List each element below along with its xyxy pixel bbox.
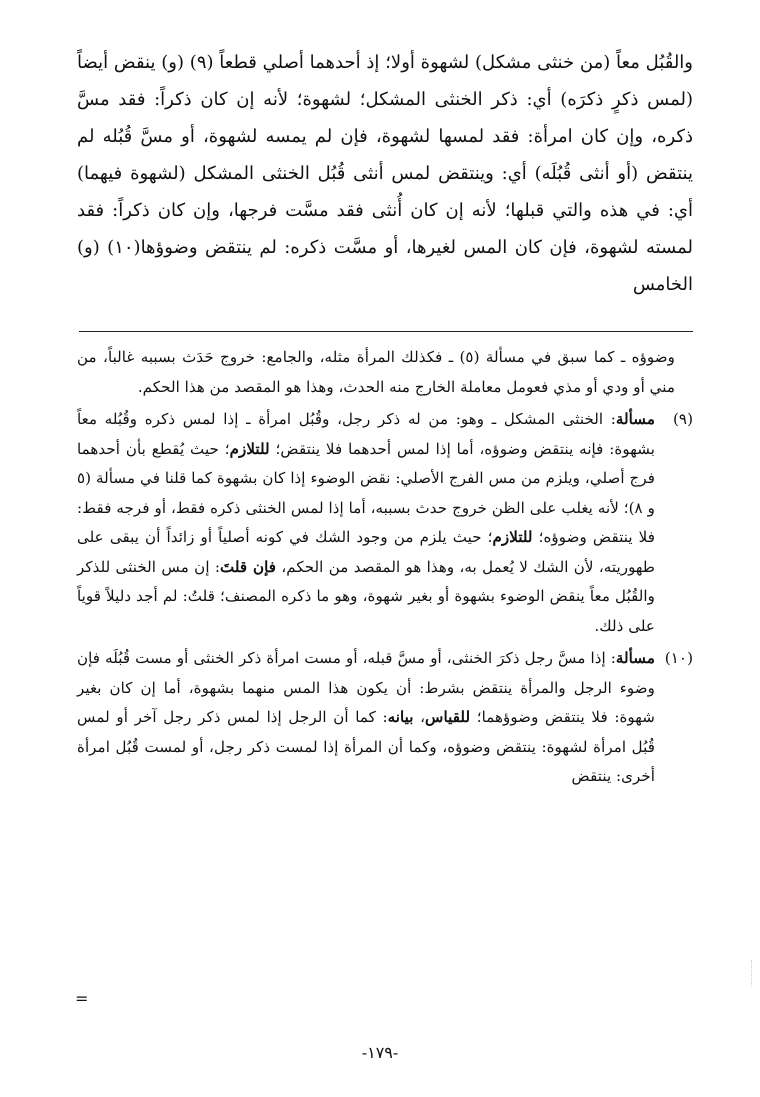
footnote-10-text-part3: : كما أن الرجل إذا لمس ذكر رجل آخر أو لمس قُبُل امرأة لشهوة: ينتقض وضوؤه، وكما أن المرأة إذا لمست ذكر رجل، أو لمست قُبُل امرأة أخرى: ينتقض: [77, 708, 655, 785]
footnote-10-term2: بيانه: [387, 708, 414, 726]
footnote-9-text-part2: ؛ حيث يُقطع بأن أحدهما فرج أصلي، ويلزم من مس الفرج الأصلي: نقض الوضوء إذا كان بشهوة كما قلنا في مسألة (٥ و ٨)؛ لأنه يغلب على الظن خروج حدث بسببه، أما إذا لمس الخنثى ذكره فقط، أو فرجه فقط: فلا ينتقض وضوؤه؛: [77, 439, 655, 546]
footnote-10-text-part2: ،: [413, 708, 425, 726]
footnote-9-text-part3: ؛ حيث يلزم من وجود الشك في كونه أصلياً أو زائداً أن يبقى على طهوريته، لأن الشك لا يُعمل به، وهذا هو المقصد من الحكم،: [77, 528, 656, 576]
main-paragraph: والقُبُل معاً (من خنثى مشكل) لشهوة أولا؛ إذ أحدهما أصلي قطعاً (٩) (و) ينقض أيضاً (لمس ذكرٍ ذكرَه) أي: ذكر الخنثى المشكل؛ لشهوة؛ لأنه إن كان ذكراً: فقد مسَّ ذكره، وإن كان امرأة: فقد لمسها لشهوة، فإن لم يمسه لشهوة، أو مسَّ قُبُله لم ينتقض (أو أنثى قُبُلَه) أي: وينتقض لمس أنثى قُبُل الخنثى المشكل (لشهوة فيهما) أي: في هذه والتي قبلها؛ لأنه إن كان أُنثى فقد مسَّت فرجها، وإن كان ذكراً: فقد لمسته لشهوة، فإن كان المس لغيرها، أو مسَّت ذكره: لم ينتقض وضوؤها(١٠) (و) الخامس: [77, 52, 694, 295]
main-text-block: [77, 44, 693, 303]
footnote-9-term2: للتلازم: [492, 528, 533, 546]
continuation-mark: =: [75, 989, 89, 1008]
footnote-10-text-part1: : إذا مسَّ رجل ذكرَ الخنثى، أو مسَّ قبله، أو مست امرأة ذكر الخنثى أو مست قُبُلَه فإن وضوء الرجل والمرأة ينتقض بشرط: أن يكون هذا المس منهما بشهوة، أما إن كان بغير شهوة: فلا ينتقض وضوؤهما؛: [77, 649, 655, 726]
footnote-9-label: مسألة: [615, 410, 655, 428]
footnotes-block: [77, 343, 693, 795]
footnote-10: [77, 644, 693, 792]
footnote-9-term1: للتلازم: [229, 439, 270, 458]
footnote-10-number: (١٠): [664, 649, 693, 667]
page-number: -١٧٩-: [361, 1043, 399, 1062]
footnote-9-term3: فإن قلتَ: [219, 557, 277, 576]
footnote-separator-line: [79, 331, 693, 332]
footnote-9-number: (٩): [672, 410, 693, 428]
scan-edge-mark: [751, 960, 757, 986]
footnote-10-label: مسألة: [615, 649, 655, 667]
footnote-9-text-part4: : إن مس الخنثى للذكر والقُبُل معاً ينقض الوضوء بشهوة أو بغير شهوة، وهو ما ذكره المصنف؛ قلتُ: لم أجد دليلاً قوياً على ذلك.: [77, 557, 655, 635]
footnote-carryover: وضوؤه ـ كما سبق في مسألة (٥) ـ فكذلك المرأة مثله، والجامع: خروج حَدَث بسببه غالباً، من مني أو ودي أو مذي فعومل معاملة الخارج منه الحدث، وهذا هو المقصد من هذا الحكم.: [77, 348, 675, 396]
footnote-9: [77, 405, 693, 641]
footnote-10-term1: للقياس: [425, 708, 471, 726]
footnote-9-text-part1: : الخنثى المشكل ـ وهو: من له ذكر رجل، وقُبُل امرأة ـ إذا لمس ذكره وقُبُله معاً بشهوة: فإنه ينتقض وضوؤه، أما إذا لمس أحدهما فلا ينتقض؛: [77, 410, 655, 458]
